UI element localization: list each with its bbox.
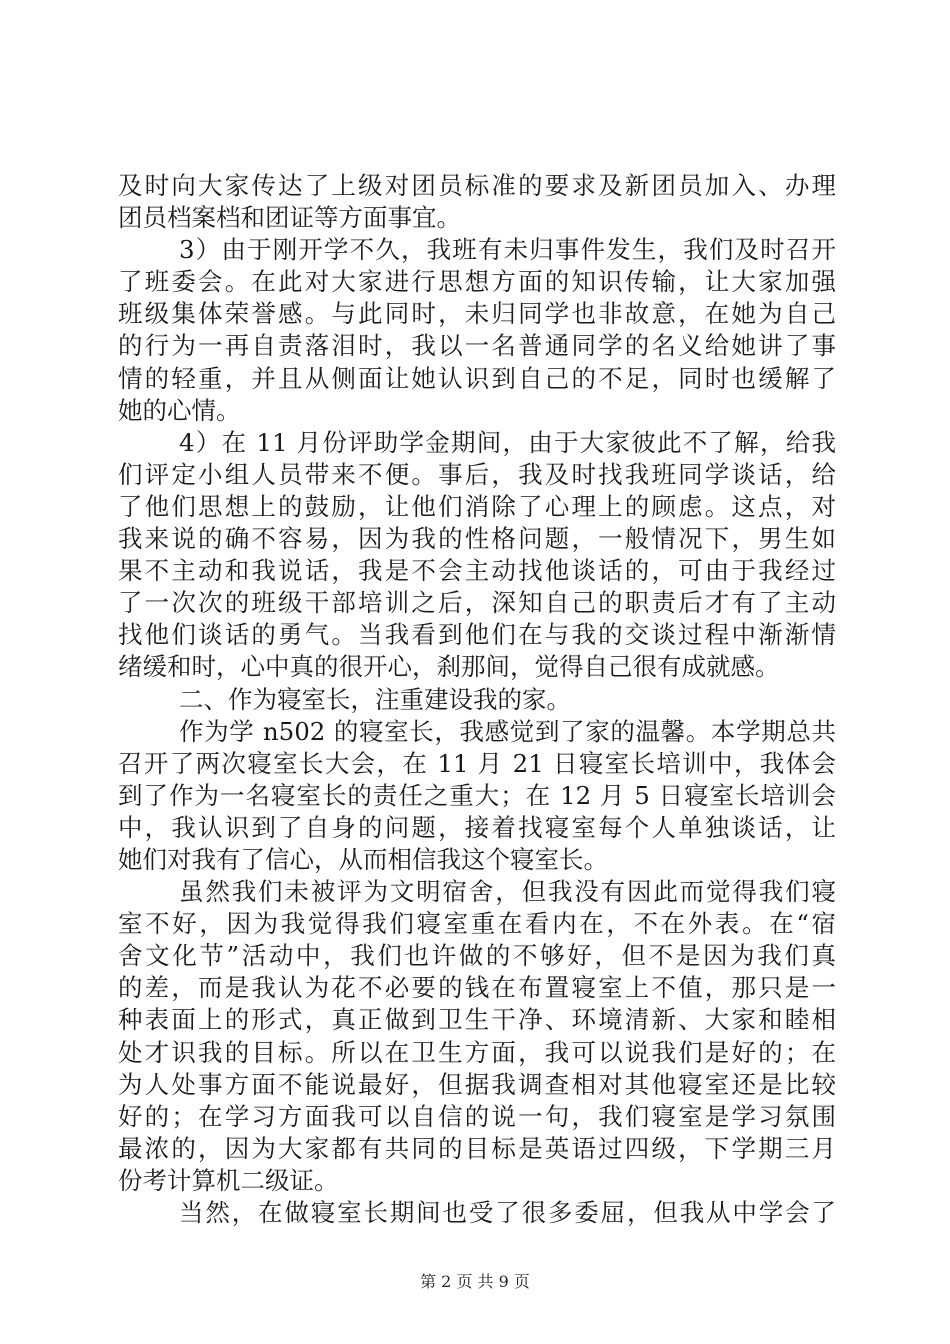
text-line: 召开了两次寝室长大会，在 11 月 21 日寝室长培训中，我体会 [118, 748, 836, 778]
text-line: 班级集体荣誉感。与此同时，未归同学也非故意，在她为自己 [118, 299, 836, 329]
text-line: 虽然我们未被评为文明宿舍，但我没有因此而觉得我们寝 [179, 877, 836, 907]
text-line: 绪缓和时，心中真的很开心，刹那间，觉得自己很有成就感。 [118, 652, 780, 682]
text-line: 处才识我的目标。所以在卫生方面，我可以说我们是好的；在 [118, 1037, 836, 1067]
text-line: 室不好，因为我觉得我们寝室重在看内在，不在外表。在“宿 [118, 909, 836, 939]
text-line: 为人处事方面不能说最好，但据我调查相对其他寝室还是比较 [118, 1069, 836, 1099]
text-line: 们评定小组人员带来不便。事后，我及时找我班同学谈话，给 [118, 459, 836, 489]
text-line: 种表面上的形式，真正做到卫生干净、环境清新、大家和睦相 [118, 1005, 836, 1035]
text-line: 4）在 11 月份评助学金期间，由于大家彼此不了解，给我 [179, 427, 836, 457]
text-line: 果不主动和我说话，我是不会主动找他谈话的，可由于我经过 [118, 556, 836, 586]
text-line: 作为学 n502 的寝室长，我感觉到了家的温馨。本学期总共 [179, 716, 836, 746]
text-line: 到了作为一名寝室长的责任之重大；在 12 月 5 日寝室长培训会 [118, 780, 836, 810]
text-line: 情的轻重，并且从侧面让她认识到自己的不足，同时也缓解了 [118, 363, 836, 393]
text-line: 她的心情。 [118, 395, 241, 425]
text-line: 中，我认识到了自身的问题，接着找寝室每个人单独谈话，让 [118, 812, 836, 842]
text-line: 及时向大家传达了上级对团员标准的要求及新团员加入、办理 [118, 171, 836, 200]
document-body [118, 170, 836, 1229]
text-line: 的行为一再自责落泪时，我以一名普通同学的名义给她讲了事 [118, 331, 836, 361]
text-line: 了一次次的班级干部培训之后，深知自己的职责后才有了主动 [118, 588, 836, 618]
text-line: 舍文化节”活动中，我们也许做的不够好，但不是因为我们真 [118, 941, 836, 971]
text-line: 我来说的确不容易，因为我的性格问题，一般情况下，男生如 [118, 524, 836, 554]
text-line: 她们对我有了信心，从而相信我这个寝室长。 [118, 844, 608, 874]
text-line: 了他们思想上的鼓励，让他们消除了心理上的顾虑。这点，对 [118, 491, 836, 521]
text-line: 当然，在做寝室长期间也受了很多委屈，但我从中学会了 [179, 1198, 836, 1227]
text-line: 3）由于刚开学不久，我班有未归事件发生，我们及时召开 [179, 235, 836, 265]
text-line: 二、作为寝室长，注重建设我的家。 [179, 684, 571, 714]
page-footer: 第 2 页 共 9 页 [420, 1272, 530, 1291]
text-line: 好的；在学习方面我可以自信的说一句，我们寝室是学习氛围 [118, 1101, 836, 1131]
text-line: 份考计算机二级证。 [118, 1165, 339, 1195]
text-line: 找他们谈话的勇气。当我看到他们在与我的交谈过程中渐渐情 [118, 620, 836, 650]
text-line: 团员档案档和团证等方面事宜。 [118, 203, 461, 233]
text-line: 最浓的，因为大家都有共同的目标是英语过四级，下学期三月 [118, 1133, 836, 1163]
text-line: 了班委会。在此对大家进行思想方面的知识传输，让大家加强 [118, 267, 836, 297]
text-line: 的差，而是我认为花不必要的钱在布置寝室上不值，那只是一 [118, 973, 836, 1003]
